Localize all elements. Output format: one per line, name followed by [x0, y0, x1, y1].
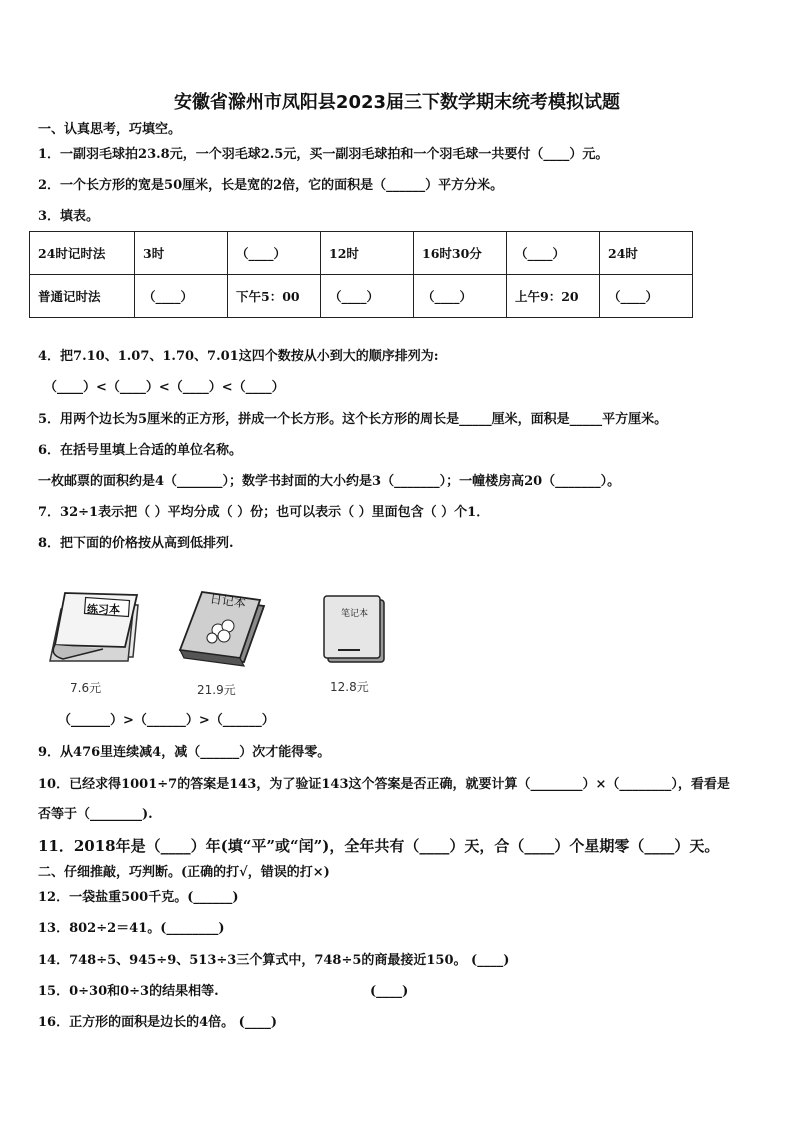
- question-9: 9．从476里连续减4，减（______）次才能得零。: [38, 745, 331, 760]
- question-10: 10．已经求得1001÷7的答案是143，为了验证143这个答案是否正确，就要计算（________）×（________），看看是: [38, 777, 730, 792]
- table-cell: 24时: [600, 232, 693, 275]
- question-15: 15．0÷30和0÷3的结果相等.: [38, 984, 219, 999]
- table-cell: （____）: [507, 232, 600, 275]
- exercise-book-illustration: [45, 585, 143, 667]
- question-15-paren: (____): [370, 984, 409, 999]
- diary-book-label: 日记本: [209, 591, 247, 611]
- table-cell: 12时: [321, 232, 414, 275]
- question-4: 4．把7.10、1.07、1.70、7.01这四个数按从小到大的顺序排列为:: [38, 349, 439, 364]
- question-3: 3．填表。: [38, 209, 100, 224]
- exercise-book-price: 7.6元: [70, 681, 102, 695]
- question-12: 12．一袋盐重500千克。(______): [38, 890, 239, 905]
- question-5: 5．用两个边长为5厘米的正方形，拼成一个长方形。这个长方形的周长是_____厘米，面积是_____平方厘米。: [38, 412, 668, 427]
- time-table: [29, 231, 693, 318]
- question-11: 11．2018年是（____）年(填“平”或“闰”)，全年共有（____）天，合（____）个星期零（____）天。: [38, 837, 720, 855]
- question-10-continued: 否等于（________).: [38, 807, 153, 822]
- question-4-answer: （____）<（____）<（____）<（____）: [44, 380, 285, 395]
- question-8: 8．把下面的价格按从高到低排列.: [38, 536, 234, 551]
- table-cell: 上午9：20: [507, 275, 600, 318]
- table-cell: （____）: [135, 275, 228, 318]
- table-cell: 24时记时法: [30, 232, 135, 275]
- question-7: 7．32÷1表示把（ ）平均分成（ ）份；也可以表示（ ）里面包含（ ）个1．: [38, 505, 490, 520]
- table-cell: 普通记时法: [30, 275, 135, 318]
- notebook-label: 笔记本: [341, 609, 369, 619]
- question-2: 2．一个长方形的宽是50厘米，长是宽的2倍，它的面积是（______）平方分米。: [38, 178, 504, 193]
- question-16: 16．正方形的面积是边长的4倍。 (____): [38, 1015, 277, 1030]
- table-cell: （____）: [228, 232, 321, 275]
- question-6: 6．在括号里填上合适的单位名称。: [38, 443, 243, 458]
- notebook-price: 12.8元: [330, 680, 369, 694]
- table-row: [30, 232, 693, 275]
- table-cell: 下午5：00: [228, 275, 321, 318]
- question-8-answer: （______）>（______）>（______）: [58, 713, 275, 728]
- question-14: 14．748÷5、945÷9、513÷3三个算式中，748÷5的商最接近150。 (____): [38, 953, 510, 968]
- notebook-illustration: [320, 594, 392, 666]
- table-cell: 3时: [135, 232, 228, 275]
- table-cell: （____）: [414, 275, 507, 318]
- page-title: 安徽省滁州市凤阳县2023届三下数学期末统考模拟试题: [173, 92, 621, 113]
- section-heading-2: 二、仔细推敲，巧判断。(正确的打√，错误的打×): [38, 865, 330, 880]
- table-cell: （____）: [600, 275, 693, 318]
- question-13: 13．802÷2＝41。(________): [38, 921, 225, 936]
- question-6-line: 一枚邮票的面积约是4（_______）；数学书封面的大小约是3（_______）；一幢楼房高20（_______）。: [38, 474, 621, 489]
- table-row: [30, 275, 693, 318]
- table-cell: （____）: [321, 275, 414, 318]
- exercise-book-label: 练习本: [87, 603, 120, 616]
- diary-book-price: 21.9元: [197, 683, 236, 697]
- question-1: 1．一副羽毛球拍23.8元，一个羽毛球2.5元，买一副羽毛球拍和一个羽毛球一共要付（____）元。: [38, 147, 609, 162]
- table-cell: 16时30分: [414, 232, 507, 275]
- diary-book-illustration: [176, 586, 272, 672]
- section-heading-1: 一、认真思考，巧填空。: [38, 122, 182, 137]
